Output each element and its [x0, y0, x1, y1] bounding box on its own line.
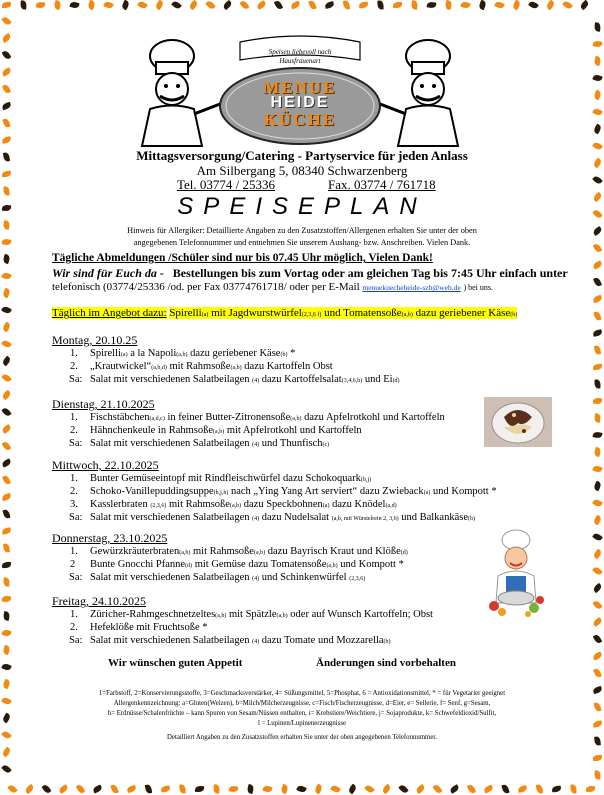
footnote-allergens-1: Allergenkennzeichnung: a=Gluten(Weizen), b=Milch/Milcherzeugnisse, c=Fisch/Fischerzeugnisse, d=Eier, e= Sellerie, f= Senf, g=Sesam,: [113, 700, 491, 707]
leaf-icon: [593, 634, 603, 645]
leaf-icon: [24, 784, 35, 794]
leaf-icon: [377, 0, 383, 9]
leaf-icon: [2, 596, 12, 603]
leaf-icon: [592, 651, 603, 660]
leaf-icon: [483, 785, 494, 794]
day-date: Donnerstag, 23.10.2025: [52, 531, 168, 545]
leaf-icon: [2, 118, 10, 128]
contact-line: [52, 281, 493, 293]
leaf-icon: [592, 566, 603, 577]
leaf-icon: [545, 0, 555, 10]
leaf-icon: [1, 305, 12, 315]
leaf-icon: [592, 107, 603, 116]
leaf-icon: [1, 747, 11, 758]
leaf-icon: [593, 447, 601, 457]
leaf-icon: [2, 441, 12, 452]
services-heading: Mittagsversorgung/Catering - Partyservice für jeden Anlass: [136, 148, 468, 163]
leaf-icon: [536, 784, 543, 794]
leaf-icon: [69, 1, 79, 9]
menu-item: Züricher-Rahmgeschnetzeltes(a,b) mit Spätzle(a,b) oder auf Wunsch Kartoffeln; Obst: [90, 609, 433, 620]
leaf-icon: [592, 498, 603, 508]
deregistration-notice: Tägliche Abmeldungen /Schüler sind nur bis 07.45 Uhr möglich, Vielen Dank!: [52, 252, 433, 264]
chef-left-icon: [142, 40, 220, 146]
leaf-icon: [2, 50, 12, 61]
leaf-icon: [76, 784, 85, 795]
menu-item-number: Sa:: [69, 374, 83, 385]
leaf-icon: [460, 1, 470, 9]
contact-line-text: telefonisch (03774/25336 /od. per Fax 03774761718/ oder per E-Mail: [52, 281, 360, 293]
leaf-icon: [593, 311, 601, 321]
leaf-icon: [1, 629, 11, 637]
day-date: Dienstag, 21.10.2025: [52, 397, 155, 411]
footnote-additives: 1=Farbstoff, 2=Konservierungsstoffe, 3=Geschmacksverstärker, 4= Süßungsmittel, 5=Phosphat, 6 = Antioxidationsmittel, * = für Vegetarier geeignet: [98, 690, 506, 697]
menu-item-number: 3.: [70, 499, 78, 510]
leaf-icon: [415, 784, 426, 794]
leaf-icon: [343, 0, 350, 10]
closing-greeting: Wir wünschen guten Appetit: [108, 657, 243, 669]
leaf-icon: [594, 22, 601, 32]
menu-item: Salat mit verschiedenen Salatbeilagen (4) dazu Tomate und Mozzarella(b): [90, 635, 391, 646]
pudding-plate-photo: [484, 397, 552, 447]
leaf-icon: [594, 736, 601, 745]
leaf-icon: [562, 0, 573, 10]
leaf-icon: [593, 40, 603, 48]
leaf-icon: [36, 1, 46, 8]
leaf-icon: [110, 784, 119, 794]
leaf-icon: [593, 124, 603, 135]
leaf-icon: [2, 679, 11, 690]
leaf-icon: [2, 322, 12, 333]
menu-item: Fischstäbchen(a,d,c) in feiner Butter-Zitronensoße(a,b) dazu Apfelrotkohl und Kartoffeln: [90, 412, 445, 423]
leaf-icon: [411, 0, 418, 10]
leaf-icon: [586, 786, 595, 792]
leaf-icon: [593, 720, 603, 727]
menu-item-number: 1.: [70, 609, 78, 620]
leaf-icon: [2, 84, 11, 95]
leaf-icon: [478, 0, 487, 10]
leaf-icon: [2, 562, 11, 568]
leaf-icon: [137, 0, 148, 10]
leaf-icon: [3, 543, 10, 553]
leaf-icon: [239, 0, 249, 10]
menu-item-number: 1.: [70, 412, 78, 423]
leaf-icon: [1, 356, 11, 367]
menu-item-number: 2.: [70, 486, 78, 497]
leaf-icon: [594, 413, 601, 423]
leaf-icon: [2, 254, 10, 264]
leaf-icon: [467, 784, 476, 795]
leaf-icon: [2, 527, 12, 534]
leaf-icon: [517, 785, 527, 793]
contact-line-end: ) bei uns.: [463, 283, 494, 292]
leaf-icon: [1, 663, 12, 672]
leaf-icon: [1, 730, 12, 740]
leaf-icon: [579, 0, 590, 10]
leaf-icon: [381, 784, 392, 795]
page-title: SPEISEPLAN: [177, 193, 427, 220]
menu-item-number: 2: [70, 559, 76, 570]
closing-changes-reserved: Änderungen sind vorbehalten: [316, 657, 456, 669]
menu-item: Salat mit verschiedenen Salatbeilagen (4) dazu Nudelsalat (a,b, mit Würstelrein 2, 3,6) und Balkankäse(b): [90, 512, 475, 523]
footnote-details: Detailliert Angaben zu den Zusatzstoffen erhalten Sie unter der oben angegebenen Telefonnummer.: [167, 734, 437, 741]
footnotes: [40, 689, 564, 743]
leaf-icon: [445, 0, 453, 10]
leaf-icon: [364, 784, 375, 794]
day-date: Mittwoch, 22.10.2025: [52, 458, 159, 472]
leaf-icon: [213, 784, 220, 793]
leaf-icon: [593, 364, 602, 370]
menu-item-number: 1.: [70, 473, 78, 484]
menu-item: Hähnchenkeule in Rahmsoße(a,b) mit Apfelrotkohl und Kartoffeln: [90, 425, 362, 436]
allergy-notice: [60, 225, 544, 249]
leaf-icon: [528, 0, 539, 10]
leaf-icon: [188, 0, 199, 10]
menu-item-number: 2.: [70, 622, 78, 633]
leaf-icon: [274, 0, 283, 10]
leaf-icon: [593, 481, 602, 492]
leaf-icon: [593, 277, 602, 288]
leaf-icon: [594, 379, 600, 388]
leaf-icon: [1, 407, 11, 418]
leaf-icon: [256, 0, 267, 10]
footnote-allergens-2: h= Erdnüsse/Schalenfrüchte – kann Spuren von Sesam/Nüssen enthalten, i= Krebstiere/Weichtiere, j= Sojaprodukte, k= Schwefeldioxid/Sulfit,: [107, 710, 497, 717]
leaf-icon: [1, 238, 11, 246]
leaf-icon: [205, 0, 215, 10]
day-date: Montag, 20.10.25: [52, 333, 138, 347]
leaf-icon: [1, 458, 12, 467]
leaf-icon: [1, 713, 11, 724]
leaf-icon: [393, 2, 402, 8]
leaf-icon: [7, 784, 18, 795]
menu-item-number: 2.: [70, 361, 78, 372]
leaf-icon: [594, 770, 600, 779]
leaf-icon: [1, 136, 11, 144]
leaf-icon: [594, 345, 601, 355]
leaf-icon: [20, 0, 27, 9]
leaf-icon: [449, 784, 460, 794]
leaf-icon: [171, 0, 182, 10]
menu-item: Gewürzkräuterbraten(a,b) mit Rahmsoße(a,b) dazu Bayrisch Kraut und Klöße(d): [90, 546, 408, 557]
leaf-icon: [280, 784, 289, 795]
leaf-icon: [1, 373, 12, 384]
chef-right-icon: [380, 40, 458, 146]
leaf-icon: [314, 784, 324, 795]
leaf-icon: [2, 2, 11, 8]
leaf-icon: [592, 295, 602, 304]
leaf-icon: [3, 577, 9, 586]
leaf-icon: [92, 784, 103, 793]
leaf-icon: [1, 339, 12, 349]
menu-item: Spirelli(a) a la Napoli(a,b) dazu geriebener Käse(b) *: [90, 348, 296, 359]
menu-item-number: Sa:: [69, 635, 83, 646]
fax-number: Fax. 03774 / 761718: [328, 177, 436, 192]
leaf-icon: [592, 686, 602, 694]
leaf-icon: [593, 56, 601, 66]
leaf-icon: [161, 785, 171, 792]
daily-offer-label: Täglich im Angebot dazu:: [52, 307, 167, 319]
leaf-icon: [1, 493, 11, 501]
leaf-icon: [195, 786, 204, 792]
menu-item-number: Sa:: [69, 572, 83, 583]
leaf-icon: [593, 515, 603, 526]
leaf-icon: [593, 398, 602, 405]
order-line-a: Wir sind für Euch da -: [52, 266, 164, 280]
leaf-icon: [512, 0, 522, 10]
menu-item: Hefeklöße mit Fruchtsoße *: [90, 622, 208, 633]
leaf-icon: [2, 645, 10, 655]
leaf-icon: [593, 329, 603, 337]
daily-offer-text: Spirelli(a) mit Jagdwurstwürfel(2,3,6 f) und Tomatensoße(a,b) dazu geriebener Käse(b): [169, 307, 518, 319]
leaf-icon: [58, 784, 69, 794]
leaf-icon: [433, 784, 443, 795]
menu-item: Salat mit verschiedenen Salatbeilagen (4) und Schinkenwürfel (2,3,6): [90, 572, 366, 583]
leaf-icon: [41, 784, 51, 795]
menu-item-number: Sa:: [69, 438, 83, 449]
leaf-icon: [154, 0, 164, 10]
leaf-icon: [1, 102, 12, 111]
leaf-icon: [2, 475, 11, 486]
leaf-icon: [179, 784, 185, 793]
leaf-icon: [1, 764, 12, 775]
logo-word-menue: MENUE: [263, 78, 337, 97]
leaf-icon: [103, 0, 114, 9]
logo-ribbon-text: Speisen liebevoll nach Hausfrauenart: [268, 48, 332, 65]
logo-word-heide: HEIDE: [270, 94, 330, 111]
leaf-icon: [552, 786, 561, 793]
leaf-icon: [593, 90, 602, 101]
leaf-icon: [359, 2, 369, 9]
leaf-icon: [330, 784, 341, 794]
allergy-notice-line-1: Hinweis für Allergiker: Detaillierte Angaben zu den Zusatzstoffen/Allergenen erhalten Sie unter der oben: [127, 226, 477, 235]
leaf-icon: [87, 0, 96, 10]
menu-item-number: Sa:: [69, 512, 83, 523]
leaf-icon: [593, 668, 602, 679]
leaf-icon: [3, 509, 11, 519]
leaf-icon: [592, 532, 603, 542]
menu-item-number: 2.: [70, 425, 78, 436]
menu-item: Bunter Gemüseeintopf mit Rindfleischwürfel dazu Schokoquark(b,j): [90, 473, 372, 484]
leaf-icon: [592, 431, 602, 439]
menu-item: Kasslerbraten (2,3,6) mit Rahmsoße(a,b) dazu Speckbohnen(a) dazu Knödel(a,d): [90, 499, 397, 510]
leaf-icon: [593, 243, 603, 254]
leaf-icon: [1, 390, 12, 400]
leaf-icon: [2, 288, 11, 299]
leaf-icon: [247, 784, 255, 794]
phone-number: Tel. 03774 / 25336: [177, 177, 276, 192]
menu-item: Salat mit verschiedenen Salatbeilagen (4) und Thunfisch(c): [90, 438, 330, 449]
footnote-allergens-3: l = Lupinen/Lupinenerzeugnisse: [257, 720, 346, 727]
leaf-icon: [592, 465, 603, 474]
leaf-icon: [427, 1, 437, 8]
menu-item: Salat mit verschiedenen Salatbeilagen (4) dazu Kartoffelsalat(3,4,6,b) und Ei(d): [90, 374, 400, 385]
leaf-icon: [121, 0, 131, 10]
leaf-icon: [3, 220, 10, 230]
leaf-icon: [296, 784, 307, 793]
menu-item: Schoko-Vanillepuddingsuppe(b,j,h) nach „Ying Yang Art serviert“ dazu Zwieback(a) und Kompott *: [90, 486, 497, 497]
leaf-icon: [592, 617, 603, 627]
leaf-icon: [290, 1, 301, 10]
leaf-icon: [592, 260, 603, 269]
logo-word-kueche: KÜCHE: [263, 110, 337, 129]
leaf-icon: [593, 755, 602, 761]
leaf-icon: [3, 611, 10, 621]
leaf-icon: [501, 784, 509, 794]
order-line: [52, 266, 568, 281]
leaf-icon: [398, 784, 408, 795]
leaf-icon: [1, 67, 12, 77]
leaf-icon: [1, 424, 12, 434]
day-date: Freitag, 24.10.2025: [52, 594, 146, 608]
menu-item: „Krautwickel“(a,b,d) mit Rahmsoße(a,b) dazu Kartoffeln Obst: [90, 361, 333, 372]
menu-item-number: 1.: [70, 348, 78, 359]
leaf-icon: [324, 1, 334, 9]
chef-cook-illustration: [484, 528, 548, 618]
daily-offer: [52, 307, 517, 319]
leaf-icon: [592, 583, 603, 593]
allergy-notice-line-2: angegebenen Telefonnummer und entnehmen Sie unserem Aushang- bzw. Anschreiben. Vielen Dank.: [133, 238, 471, 247]
leaf-icon: [229, 785, 239, 792]
leaf-icon: [1, 33, 12, 43]
leaf-icon: [592, 600, 602, 611]
leaf-icon: [494, 0, 505, 9]
order-line-b: Bestellungen bis zum Vortag oder am gleichen Tag bis 7:45 Uhr einfach unter: [172, 266, 568, 280]
menu-item-number: 1.: [70, 546, 78, 557]
leaf-icon: [347, 784, 357, 795]
leaf-icon: [1, 696, 12, 706]
email-link[interactable]: menuekuecheheide-szb@web.de: [362, 283, 461, 292]
leaf-icon: [145, 784, 153, 794]
address: Am Silbergang 5, 08340 Schwarzenberg: [196, 163, 408, 178]
leaf-icon: [54, 0, 62, 10]
leaf-icon: [308, 0, 316, 10]
leaf-icon: [262, 785, 272, 793]
leaf-icon: [1, 16, 11, 27]
leaf-icon: [592, 549, 602, 560]
leaf-icon: [1, 272, 12, 281]
leaf-icon: [222, 0, 233, 10]
leaf-icon: [592, 226, 603, 236]
leaf-icon: [570, 784, 576, 793]
menu-item: Bunte Gnocchi Pfanne(d) mit Gemüse dazu Tomatensoße(a,b) und Kompott *: [90, 559, 404, 570]
leaf-icon: [592, 74, 602, 83]
leaf-icon: [594, 702, 602, 712]
leaf-icon: [126, 785, 136, 793]
